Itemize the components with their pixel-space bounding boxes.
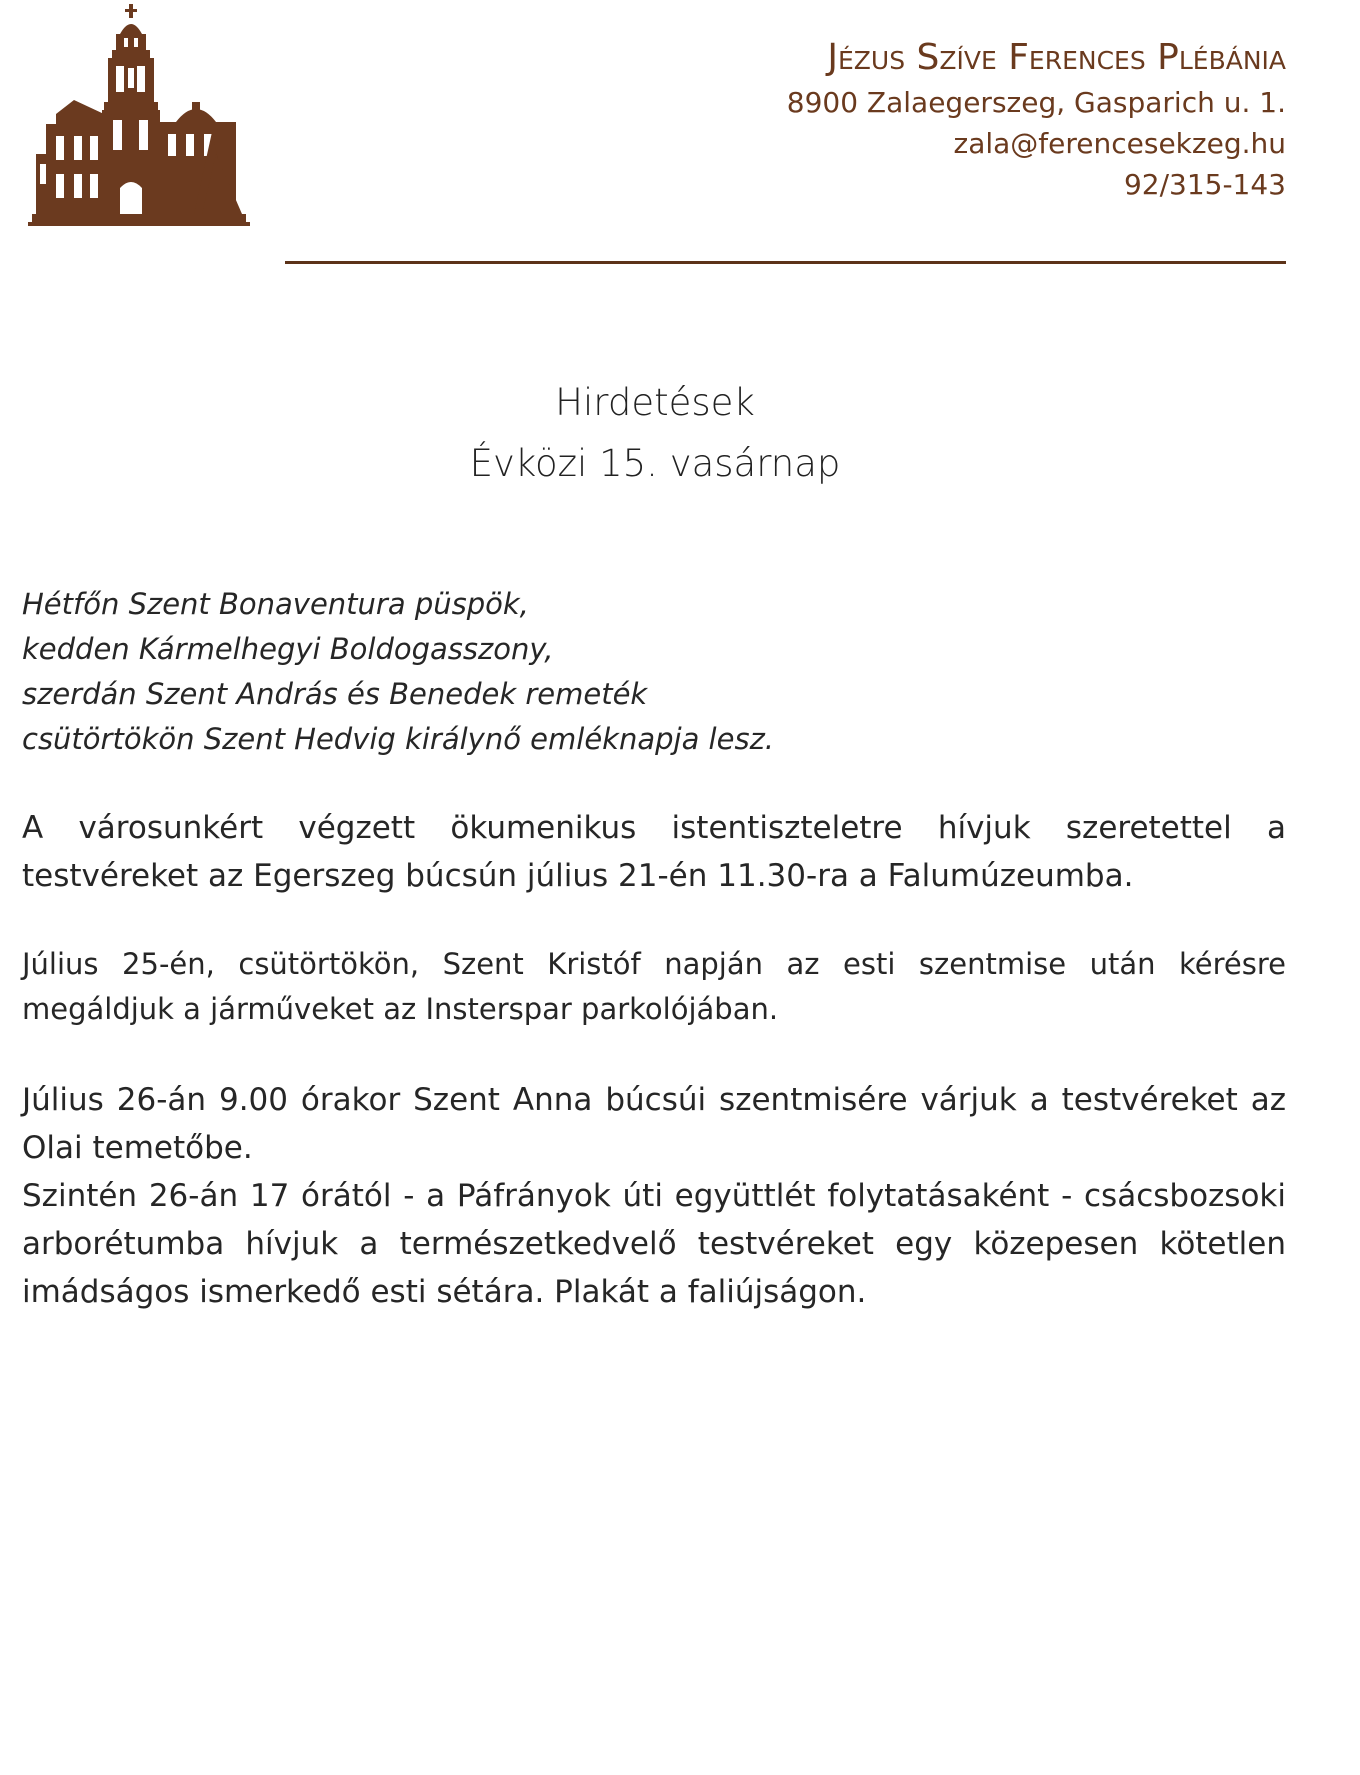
feast-line: csütörtökön Szent Hedvig királynő emléknapja lesz. [22, 722, 775, 756]
church-logo [16, 4, 250, 240]
ecumenical-service-notice: A városunkért végzett ökumenikus istentiszteletre hívjuk szeretettel a testvéreket az Egerszeg búcsún július 21-én 11.30-ra a Falumúzeumba. [22, 810, 1286, 894]
parish-name: Jézus Szíve Ferences Plébánia [827, 37, 1286, 78]
announcements [22, 582, 1286, 1316]
title-block [0, 372, 1310, 494]
letterhead [787, 34, 1286, 205]
address: 8900 Zalaegerszeg, Gasparich u. 1. [786, 86, 1286, 119]
feast-line: Hétfőn Szent Bonaventura püspök, [22, 587, 529, 621]
feast-line: kedden Kármelhegyi Boldogasszony, [22, 632, 554, 666]
header-divider [285, 261, 1286, 264]
vehicle-blessing-notice: Július 25-én, csütörtökön, Szent Kristóf napján az esti szentmise után kérésre megáldjuk a járműveket az Insterspar parkolójában. [22, 947, 1286, 1026]
page-title: Hirdetések [555, 381, 755, 424]
arboretum-walk-notice: Szintén 26-án 17 órától - a Páfrányok úti együttlét folytatásaként - csácsbozsoki arborétumba hívjuk a természetkedvelő testvéreket egy közepesen kötetlen imádságos ismerkedő esti sétára. Plakát a faliújságon. [22, 1178, 1286, 1310]
anna-feast-notice: Július 26-án 9.00 órakor Szent Anna búcsúi szentmisére várjuk a testvéreket az Olai temetőbe. [22, 1082, 1286, 1166]
phone: 92/315-143 [1123, 168, 1286, 201]
email: zala@ferencesekzeg.hu [953, 127, 1286, 160]
feast-days [22, 582, 1286, 762]
page-subtitle: Évközi 15. vasárnap [469, 442, 841, 485]
feast-line: szerdán Szent András és Benedek remeték [22, 677, 648, 711]
